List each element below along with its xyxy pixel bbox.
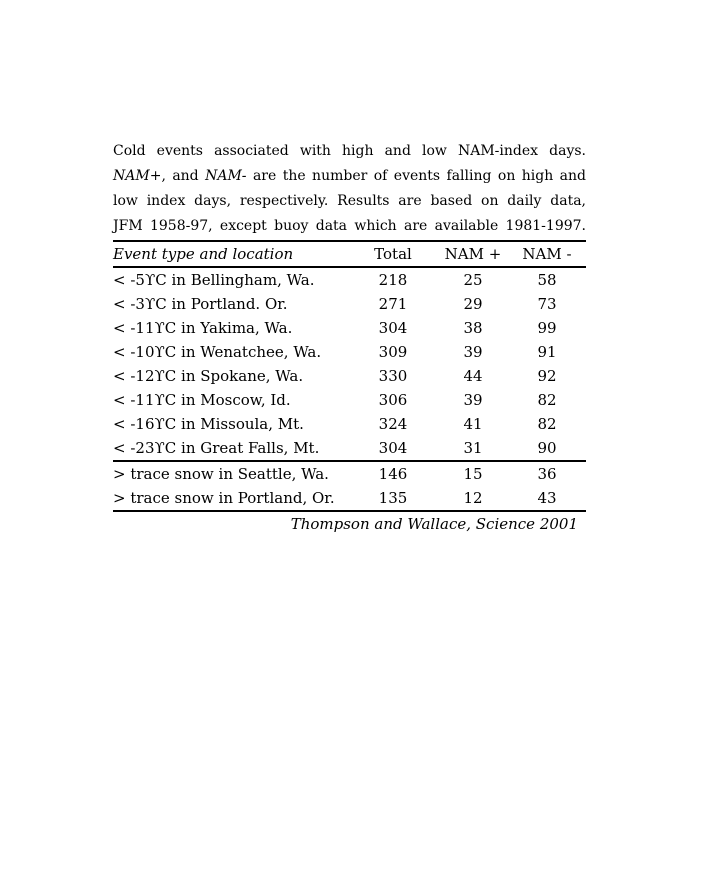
cell-total: 330	[378, 367, 408, 385]
cell-total: 309	[378, 343, 408, 361]
caption-run-italic: NAM+	[113, 168, 162, 184]
cell-total: 135	[378, 489, 408, 507]
caption-line	[113, 139, 586, 164]
cell-event: < -5ϒC in Bellingham, Wa.	[113, 271, 315, 289]
table-row	[113, 436, 586, 461]
caption-run: are the number of events falling on high and	[246, 168, 586, 184]
cell-nam-minus: 43	[537, 489, 557, 507]
cell-nam-minus: 90	[537, 439, 557, 457]
header-nam-minus: NAM -	[522, 245, 572, 263]
cell-nam-plus: 38	[463, 319, 483, 337]
caption-line	[113, 214, 586, 239]
cell-event: < -10ϒC in Wenatchee, Wa.	[113, 343, 322, 361]
caption-run: , and	[161, 168, 206, 184]
cell-nam-minus: 82	[537, 415, 557, 433]
cell-nam-plus: 29	[463, 295, 483, 313]
cell-total: 304	[378, 319, 408, 337]
table-row	[113, 292, 586, 316]
header-row	[113, 241, 586, 267]
credit-line: Thompson and Wallace, Science 2001	[290, 515, 578, 533]
table-caption	[113, 139, 586, 239]
cell-nam-plus: 31	[463, 439, 483, 457]
table-row	[113, 388, 586, 412]
caption-run: Cold events associated with high and low NAM-index days.	[113, 143, 586, 159]
table-row	[113, 412, 586, 436]
cell-nam-minus: 92	[537, 367, 557, 385]
table-row	[113, 486, 586, 511]
cell-nam-plus: 12	[463, 489, 483, 507]
table-row	[113, 340, 586, 364]
cell-nam-minus: 99	[537, 319, 557, 337]
cell-nam-minus: 82	[537, 391, 557, 409]
caption-line	[113, 189, 586, 214]
table-row	[113, 316, 586, 340]
events-table-body	[113, 267, 586, 511]
cell-total: 306	[378, 391, 408, 409]
caption-run-italic: NAM-	[205, 168, 247, 184]
cell-nam-plus: 25	[463, 271, 483, 289]
cell-nam-minus: 91	[537, 343, 557, 361]
events-table	[113, 240, 586, 512]
header-nam-plus: NAM +	[444, 245, 502, 263]
cell-event: < -12ϒC in Spokane, Wa.	[113, 367, 304, 385]
cell-event: > trace snow in Seattle, Wa.	[113, 465, 329, 483]
table-row	[113, 461, 586, 486]
cell-total: 324	[378, 415, 408, 433]
cell-event: < -3ϒC in Portland. Or.	[113, 295, 288, 313]
cell-total: 271	[378, 295, 408, 313]
header-total: Total	[374, 245, 412, 263]
cell-nam-plus: 44	[463, 367, 483, 385]
events-table-header	[113, 241, 586, 267]
cell-total: 304	[378, 439, 408, 457]
cell-nam-plus: 39	[463, 343, 483, 361]
cell-event: > trace snow in Portland, Or.	[113, 489, 335, 507]
cell-total: 146	[378, 465, 408, 483]
table-row	[113, 267, 586, 292]
cell-nam-plus: 41	[463, 415, 483, 433]
cell-nam-minus: 36	[537, 465, 557, 483]
cell-event: < -23ϒC in Great Falls, Mt.	[113, 439, 320, 457]
caption-line	[113, 164, 586, 189]
caption-run: low index days, respectively. Results are based on daily data,	[113, 193, 586, 209]
cell-total: 218	[378, 271, 408, 289]
cell-nam-plus: 39	[463, 391, 483, 409]
table-row	[113, 364, 586, 388]
header-event-type: Event type and location	[113, 245, 294, 263]
cell-event: < -11ϒC in Moscow, Id.	[113, 391, 291, 409]
cell-nam-minus: 58	[537, 271, 557, 289]
cell-nam-plus: 15	[463, 465, 483, 483]
cell-event: < -16ϒC in Missoula, Mt.	[113, 415, 304, 433]
caption-run: JFM 1958-97, except buoy data which are available 1981-1997.	[113, 218, 586, 234]
cell-event: < -11ϒC in Yakima, Wa.	[113, 319, 293, 337]
cell-nam-minus: 73	[537, 295, 557, 313]
